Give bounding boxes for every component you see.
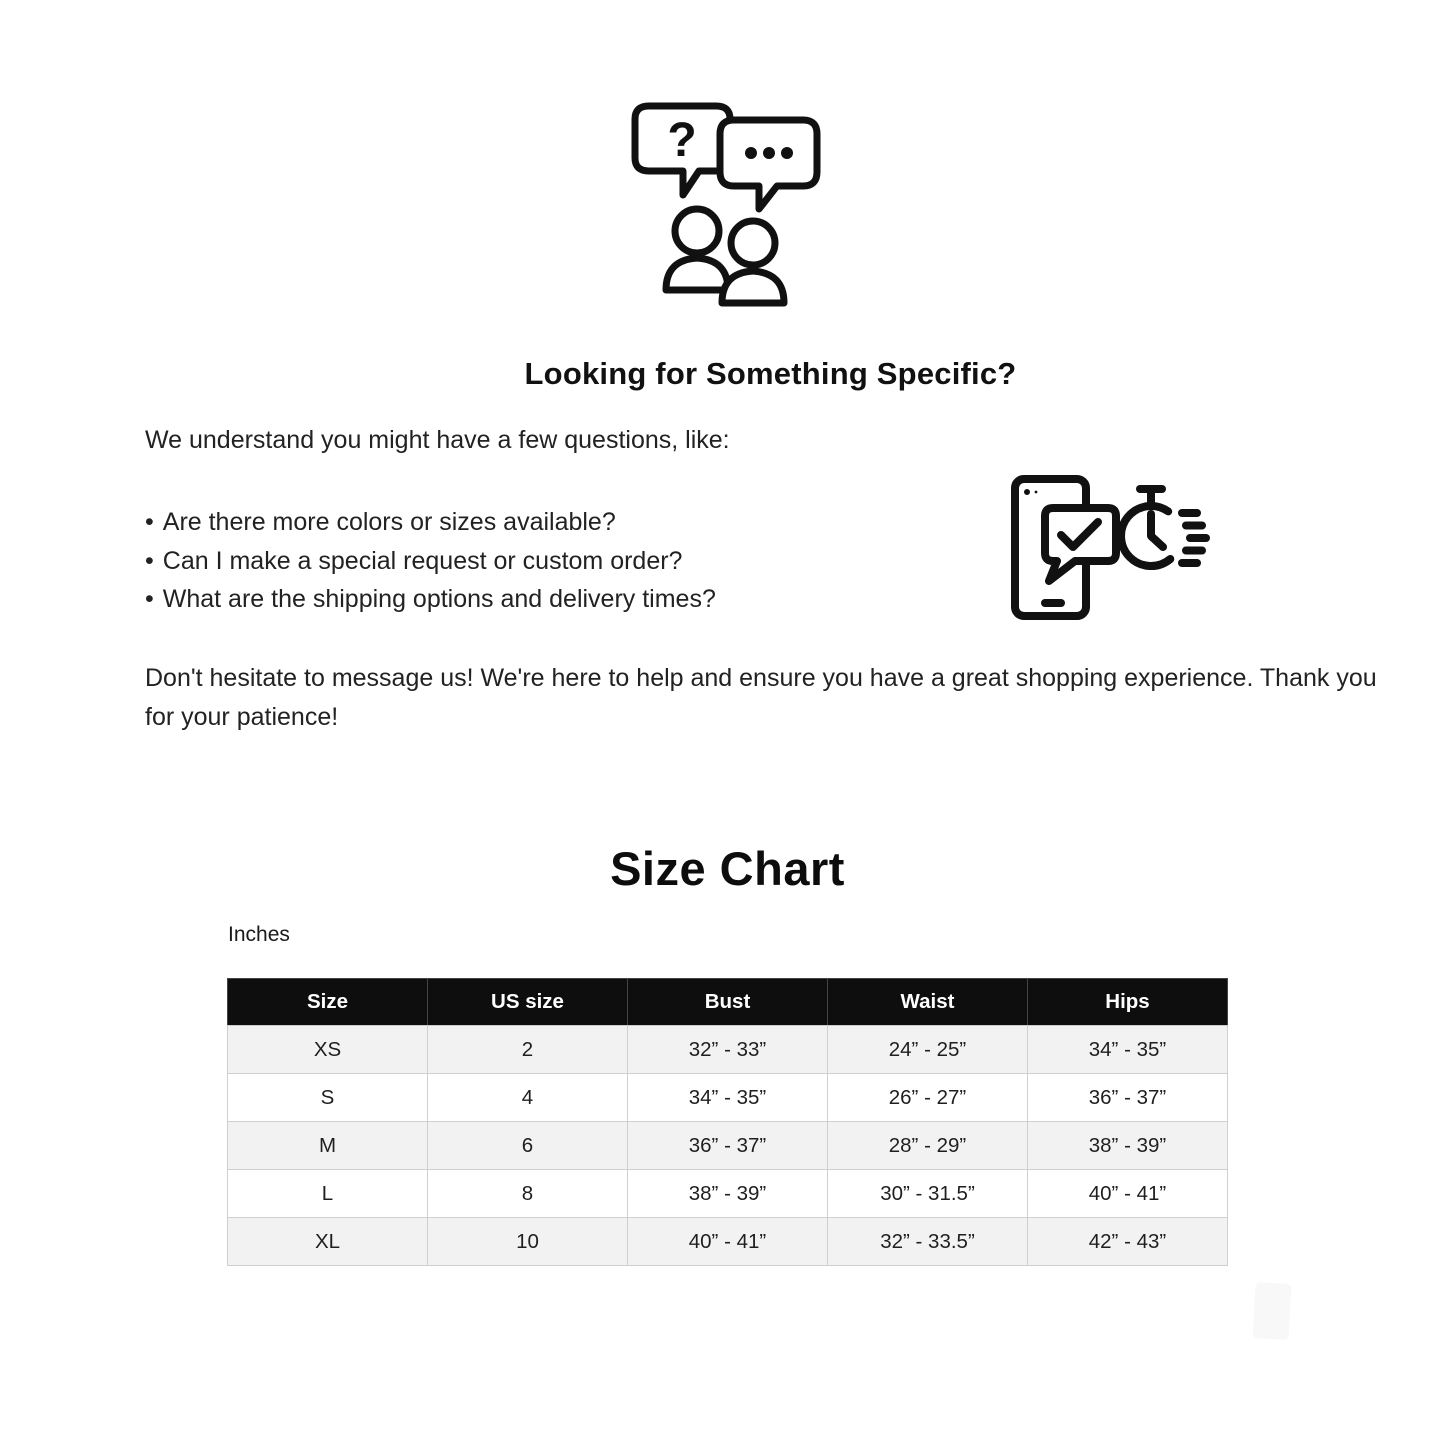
cell-waist: 30” - 31.5” <box>828 1170 1028 1218</box>
size-chart-title: Size Chart <box>610 842 845 895</box>
typing-dot <box>781 147 793 159</box>
cell-hips: 40” - 41” <box>1028 1170 1228 1218</box>
person-head <box>731 221 775 265</box>
table-row-m <box>228 1122 1228 1170</box>
column-header-hips: Hips <box>1028 979 1228 1026</box>
cell-size: XL <box>228 1218 428 1266</box>
bullet-dot: • <box>145 546 154 575</box>
faq-bullet-text: Can I make a special request or custom order? <box>162 546 683 575</box>
cell-us: 8 <box>428 1170 628 1218</box>
cell-waist: 26” - 27” <box>828 1074 1028 1122</box>
column-header-us-size: US size <box>428 979 628 1026</box>
faq-bullet-item <box>145 580 716 619</box>
cell-size: XS <box>228 1026 428 1074</box>
person-body <box>722 271 784 303</box>
cell-bust: 34” - 35” <box>628 1074 828 1122</box>
cell-bust: 40” - 41” <box>628 1218 828 1266</box>
cell-hips: 38” - 39” <box>1028 1122 1228 1170</box>
phone-quick-reply-icon <box>1003 473 1215 625</box>
cell-hips: 36” - 37” <box>1028 1074 1228 1122</box>
cell-waist: 32” - 33.5” <box>828 1218 1028 1266</box>
table-row-xl <box>228 1218 1228 1266</box>
cell-bust: 38” - 39” <box>628 1170 828 1218</box>
cell-waist: 24” - 25” <box>828 1026 1028 1074</box>
size-chart-table <box>227 978 1228 1266</box>
intro-lead-text: We understand you might have a few questions, like: <box>145 426 730 454</box>
cell-size: M <box>228 1122 428 1170</box>
cell-bust: 36” - 37” <box>628 1122 828 1170</box>
cell-size: L <box>228 1170 428 1218</box>
stopwatch-hands <box>1151 514 1163 547</box>
people-chat-icon <box>625 98 825 313</box>
cell-hips: 34” - 35” <box>1028 1026 1228 1074</box>
bullet-dot: • <box>145 585 154 614</box>
table-row-l <box>228 1170 1228 1218</box>
faq-bullet-item <box>145 542 716 581</box>
cell-waist: 28” - 29” <box>828 1122 1028 1170</box>
unit-label: Inches <box>228 923 290 946</box>
phone-camera-dot-small <box>1035 491 1038 494</box>
table-row-s <box>228 1074 1228 1122</box>
typing-dot <box>763 147 775 159</box>
outro-message: Don't hesitate to message us! We're here to help and ensure you have a great shopping experience. Thank you for your patience! <box>145 664 1377 731</box>
faq-bullet-text: Are there more colors or sizes available? <box>162 508 616 536</box>
cell-bust: 32” - 33” <box>628 1026 828 1074</box>
cell-size: S <box>228 1074 428 1122</box>
corner-watermark <box>1253 1282 1292 1340</box>
size-chart-table-wrap <box>227 978 1228 1266</box>
cell-us: 2 <box>428 1026 628 1074</box>
column-header-size: Size <box>228 979 428 1026</box>
person-body <box>666 258 728 290</box>
column-header-waist: Waist <box>828 979 1028 1026</box>
cell-us: 10 <box>428 1218 628 1266</box>
faq-bullet-text: What are the shipping options and delivery times? <box>162 585 716 614</box>
typing-dot <box>745 147 757 159</box>
typing-bubble-shape <box>720 120 817 209</box>
column-header-bust: Bust <box>628 979 828 1026</box>
question-glyph: ? <box>667 114 697 167</box>
header-row <box>228 979 1228 1026</box>
phone-camera-dot <box>1024 489 1030 495</box>
size-chart-body <box>228 1026 1228 1266</box>
faq-bullet-list <box>145 503 716 619</box>
person-head <box>675 209 719 253</box>
bullet-dot: • <box>145 508 154 536</box>
page-title: Looking for Something Specific? <box>524 356 1017 391</box>
cell-hips: 42” - 43” <box>1028 1218 1228 1266</box>
table-row-xs <box>228 1026 1228 1074</box>
cell-us: 4 <box>428 1074 628 1122</box>
stopwatch-dial <box>1121 506 1170 566</box>
size-chart-header <box>228 979 1228 1026</box>
faq-bullet-item <box>145 503 716 542</box>
cell-us: 6 <box>428 1122 628 1170</box>
